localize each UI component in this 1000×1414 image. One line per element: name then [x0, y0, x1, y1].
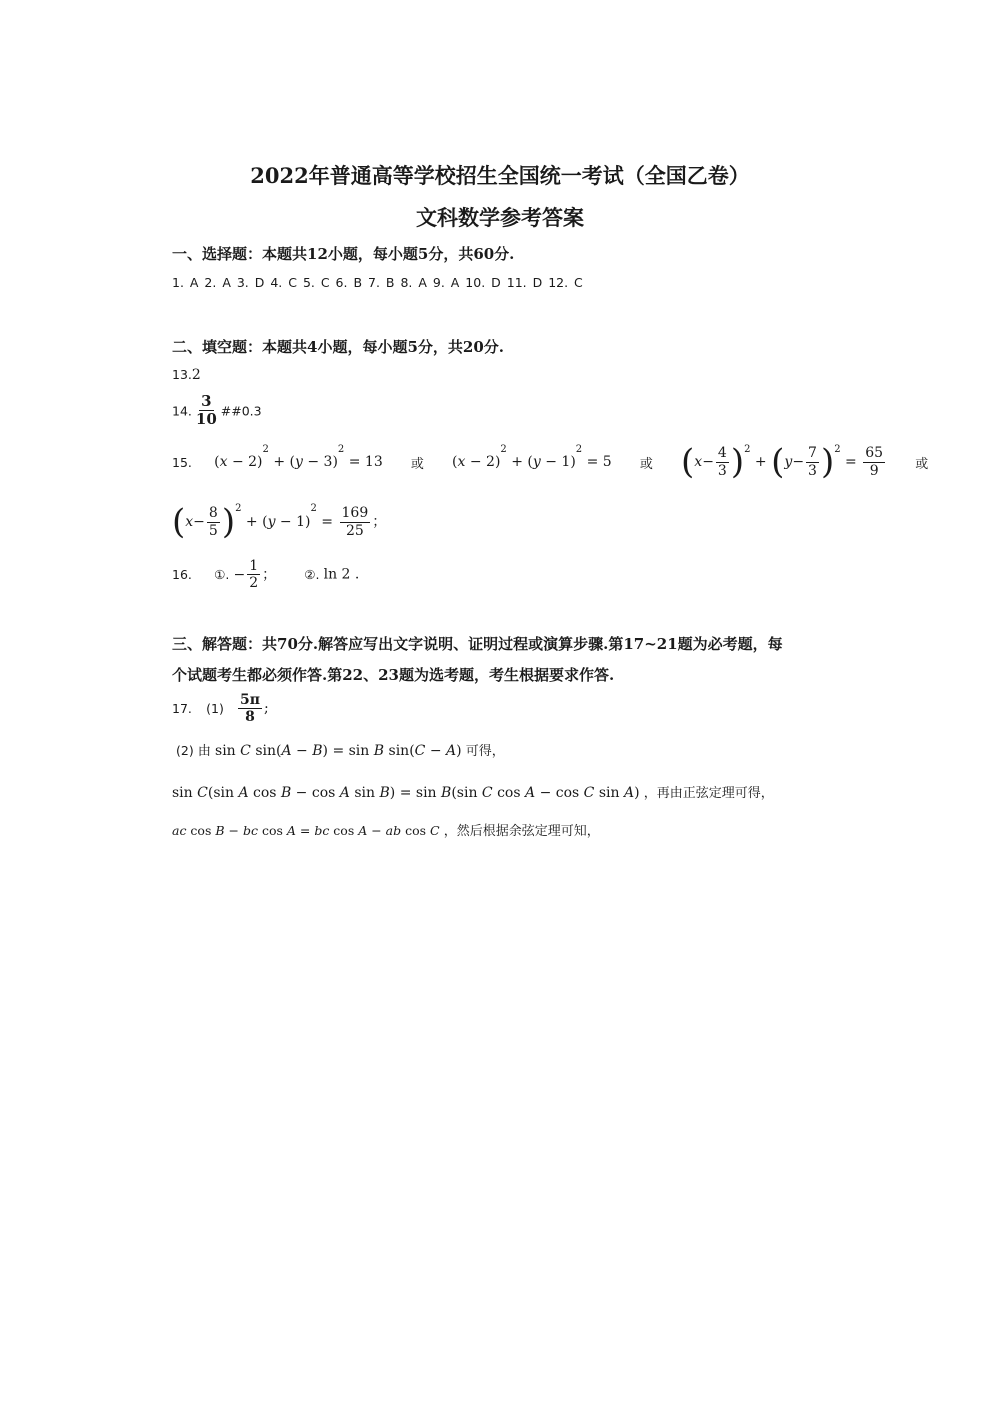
q17-expanded-equation: sin C(sin A cos B − cos A sin B) = sin B(sin C cos A − cos C sin A) — [172, 785, 640, 801]
q17-expansion-line — [172, 782, 774, 801]
q15-line2 — [172, 502, 387, 542]
q16-part1-label: ①. — [214, 567, 230, 583]
q14-alt: ##0.3 — [220, 403, 262, 419]
q14-fraction — [194, 393, 219, 429]
q17-sine-rule-line — [172, 820, 600, 839]
q15-answer1: $(x - 2)^2 + (y - 3)^2 = 13$ — [214, 443, 383, 470]
section3-heading-line1: 三、解答题：共70分.解答应写出文字说明、证明过程或演算步骤.第17~21题为必考题，每 — [172, 635, 783, 653]
q17-numerator: 5π — [240, 692, 260, 708]
q15-answer3: (x− $\frac{4}{3}$ )$^2$ + (y− $\frac{7}{3}$ )$^2$ = $\frac{65}{9}$ — [681, 442, 884, 482]
q16-part2-label: ②. — [304, 567, 320, 583]
q13-label: 13. — [172, 367, 192, 382]
q15-or-3: 或 — [915, 456, 929, 472]
q15-or-1: 或 — [410, 456, 424, 472]
q17-label: 17. — [172, 701, 192, 717]
section3-heading-line2: 个试题考生都必须作答.第22、23题为选考题，考生根据要求作答. — [172, 666, 615, 684]
page-subtitle: 文科数学参考答案 — [416, 205, 584, 230]
q17-sine-rule-equation: ac cos B − bc cos A = bc cos A − ab cos C — [172, 823, 440, 838]
q14-label: 14. — [172, 403, 192, 419]
q13-answer: 2 — [191, 367, 201, 383]
q17-finally: ，然后根据余弦定理可知， — [443, 824, 600, 839]
q16-label: 16. — [172, 567, 192, 583]
q17-part1-line: 17. (1) $\frac{5\pi}{8}$ ; — [172, 692, 269, 726]
q15-line1 — [172, 442, 952, 485]
q17-part2-label: (2) — [176, 743, 194, 758]
q15-answer4: (x− $\frac{8}{5}$ )$^2 + (y - 1)^2$ = $\frac{169}{25}$ ； — [172, 502, 387, 542]
q17-part1-label: (1) — [206, 701, 224, 717]
q14-denominator: 10 — [195, 410, 217, 429]
q14-line — [172, 393, 262, 429]
q17-can: 可得， — [465, 744, 505, 759]
q17-given-equation: sin C sin(A − B) = sin B sin(C − A) — [215, 743, 462, 759]
q15-or-2: 或 — [639, 456, 653, 472]
page-title: 2022年普通高等学校招生全国统一考试（全国乙卷） — [250, 163, 750, 188]
q17-then: ，再由正弦定理可得， — [643, 786, 774, 801]
q13-line — [172, 367, 201, 383]
q16-answer2: ln 2 — [323, 566, 351, 583]
q15-label: 15. — [172, 454, 192, 470]
q17-part2-line — [176, 740, 505, 759]
q17-by: 由 — [197, 744, 211, 759]
section2-heading: 二、填空题：本题共4小题，每小题5分，共20分. — [172, 338, 504, 356]
q14-numerator: 3 — [201, 392, 212, 410]
q15-answer2: $(x - 2)^2 + (y - 1)^2 = 5$ — [452, 443, 612, 470]
q16-line: 16. ①. − $\frac{1}{2}$ ； ②. ln 2 . — [172, 558, 360, 592]
multiple-choice-answers: 1. A 2. A 3. D 4. C 5. C 6. B 7. B 8. A 9. A 10. D 11. D 12. C — [172, 275, 583, 290]
q16-answer1: − $\frac{1}{2}$ ； — [233, 558, 277, 592]
section1-heading: 一、选择题：本题共12小题，每小题5分，共60分. — [172, 245, 515, 263]
q17-denominator: 8 — [245, 709, 255, 726]
q17-fraction — [238, 692, 262, 725]
